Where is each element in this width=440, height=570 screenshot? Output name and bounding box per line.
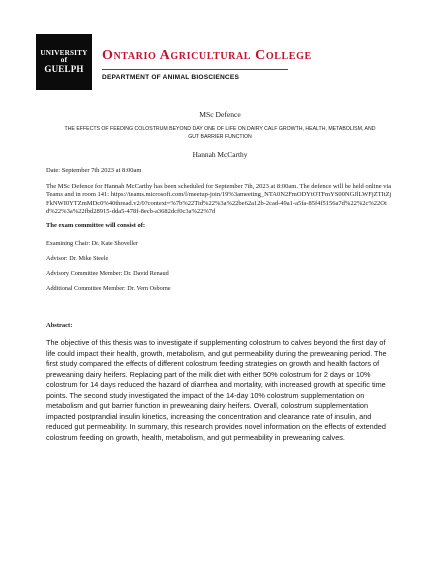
committee-member-chair: Examining Chair: Dr. Kate Shoveller — [46, 240, 138, 247]
committee-heading: The exam committee will consist of: — [46, 222, 146, 229]
committee-member-advisor: Advisor: Dr. Mike Steele — [46, 255, 109, 262]
document-type: MSc Defence — [199, 110, 241, 119]
abstract-heading: Abstract: — [46, 322, 73, 329]
candidate-name: Hannah McCarthy — [192, 150, 248, 159]
letterhead — [36, 34, 408, 90]
abstract-text: The objective of this thesis was to investigate if supplementing colostrum to calves beyond the first day of life could impact their health, growth, metabolism, and gut permeability during the preweaning period. The first study compared the effects of different colostrum feeding strategies on growth and health factors of preweaning dairy heifers. Replacing part of the milk diet with either 50% colostrum for 2 days or 10% colostrum for 14 days reduced the hazard of diarrhea and mortality, with increased growth at specific time points. The second study investigated the impact of the 14-day 10% colostrum supplementation on metabolism and gut barrier function in preweaning dairy heifers. Overall, colostrum supplementation impacted postprandial insulin kinetics, increasing the concentration and clearance rate of insulin, and reduced gut permeability. In summary, this research provides novel information on the effects of extended colostrum feeding on growth, health, metabolism, and gut permeability in preweaning calves. — [46, 338, 387, 442]
thesis-title: THE EFFECTS OF FEEDING COLOSTRUM BEYOND DAY ONE OF LIFE ON DAIRY CALF GROWTH, HEALTH, METABOLISM, AND GUT BARRIER FUNCTION — [64, 126, 376, 140]
logo-line-university: UNIVERSITY — [40, 48, 88, 57]
logo-line-of: of — [60, 56, 68, 65]
committee-member-additional: Additional Committee Member: Dr. Vern Osborne — [46, 285, 171, 292]
department-name: DEPARTMENT OF ANIMAL BIOSCIENCES — [102, 74, 240, 81]
college-name: Ontario Agricultural College — [102, 48, 312, 63]
college-divider — [102, 69, 288, 70]
announcement-paragraph: The MSc Defence for Hannah McCarthy has been scheduled for September 7th, 2023 at 8:00am. The defence will be held online via Teams and in room 141: https://teams.microsoft.com/l/meetup-join/19%3ameeting_NTA0N2FmODYtOTFmYS00NGJlLWFjZTItZjFkNWI0YTZmMDc0%40thread.v2/0?context=%7b%22Tid%22%3a%22be62a12b-2cad-49a1-a5fa-85f4f5156a7d%22%2c%22Oid%22%3a%22fbd28915-dda5-478f-8ecb-a3682dcf0c3a%22%7d — [46, 183, 392, 216]
defence-date: Date: September 7th 2023 at 8:00am — [46, 167, 142, 174]
committee-member-advisory: Advisory Committee Member: Dr. David Renaud — [46, 270, 169, 277]
university-of-guelph-logo — [36, 34, 92, 90]
logo-line-guelph: GUELPH — [44, 63, 84, 74]
